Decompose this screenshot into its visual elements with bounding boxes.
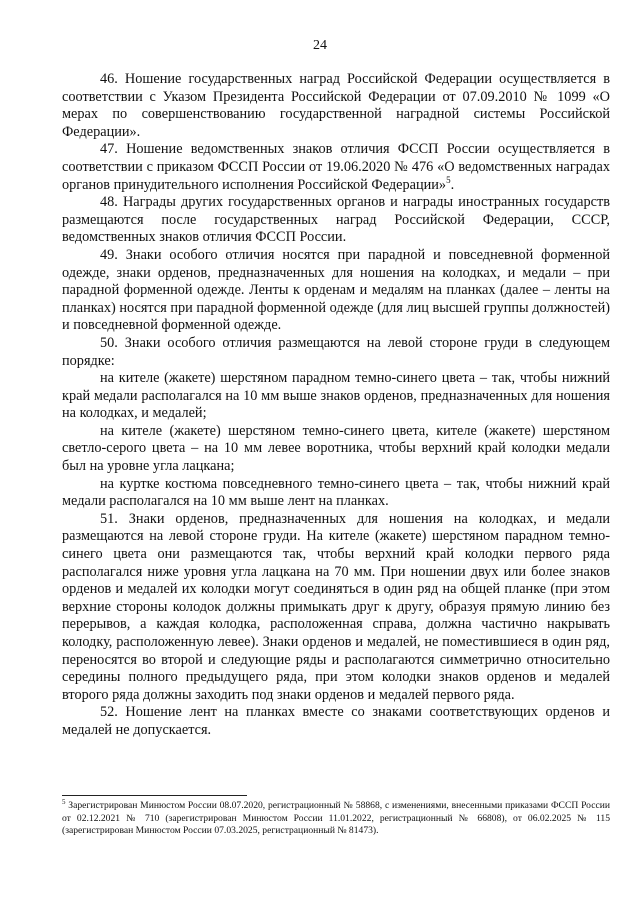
paragraph-48: 48. Награды других государственных органов и награды иностранных государств размещаются после государственных наград Российской Федерации, СССР, ведомственных знаков отличия ФССП России. bbox=[62, 194, 610, 246]
paragraph-49: 49. Знаки особого отличия носятся при парадной и повседневной форменной одежде, знаки орденов, предназначенных для ношения на колодках, и медали – при парадной форменной одежде. Ленты к орденам и медалям на планках (далее – ленты на планках) носятся при парадной форменной одежде (для лиц высшей группы должностей) и повседневной форменной одежде. bbox=[62, 246, 610, 334]
paragraph-52: 52. Ношение лент на планках вместе со знаками соответствующих орденов и медалей не допускается. bbox=[62, 704, 610, 738]
paragraph-47-text: 47. Ношение ведомственных знаков отличия ФССП России осуществляется в соответствии с приказом ФССП России от 19.06.2020 № 476 «О ведомственных наградах органов принудительного исполнения Российской Федерации» bbox=[62, 141, 610, 193]
paragraph-47 bbox=[62, 141, 610, 194]
footnote-text: Зарегистрирован Минюстом России 08.07.2020, регистрационный № 58868, с изменениями, внесенными приказами ФССП России от 02.12.2021 № 710 (зарегистрирован Минюстом России 11.01.2022, регистрационный № 66808), от 06.02.2025 № 115 (зарегистрирован Минюстом России 07.03.2025, регистрационный № 81473). bbox=[62, 800, 610, 837]
document-body bbox=[62, 71, 610, 740]
paragraph-50-item-2: на кителе (жакете) шерстяном темно-синего цвета, кителе (жакете) шерстяном светло-серого цвета – на 10 мм левее воротника, чтобы верхний край колодки медали был на уровне угла лацкана; bbox=[62, 422, 610, 475]
page-number: 24 bbox=[313, 38, 327, 53]
paragraph-46: 46. Ношение государственных наград Российской Федерации осуществляется в соответствии с Указом Президента Российской Федерации от 07.09.2010 № 1099 «О мерах по совершенствованию государственной наградной системы Российской Федерации». bbox=[62, 71, 610, 140]
paragraph-51: 51. Знаки орденов, предназначенных для ношения на колодках, и медали размещаются на левой стороне груди. На кителе (жакете) шерстяном парадном темно-синего цвета они размещаются так, чтобы верхний край колодки первого ряда располагался ниже уровня угла лацкана на 70 мм. При ношении двух или более знаков орденов и медалей их колодки могут соединяться в один ряд на общей планке (при этом верхние стороны колодок должны примыкать друг к другу, образуя прямую линию без перерывов, а каждая колодка, расположенная справа, должна частично накрывать колодку, расположенную левее). Знаки орденов и медалей, не поместившиеся в один ряд, переносятся во второй и следующие ряды и располагаются симметрично относительно середины полного предыдущего ряда, при этом колодки знаков орденов и медалей второго ряда должны заходить под знаки орденов и медалей первого ряда. bbox=[62, 510, 610, 703]
footnote-reference[interactable]: 5 bbox=[446, 174, 451, 185]
footnote-reference-trail: . bbox=[450, 176, 455, 193]
paragraph-50-item-3: на куртке костюма повседневного темно-синего цвета – так, чтобы нижний край медали располагался на 10 мм выше лент на планках. bbox=[62, 475, 610, 510]
footnote bbox=[62, 797, 610, 838]
footnote-mark: 5 bbox=[62, 797, 66, 806]
footnote-divider bbox=[62, 795, 247, 796]
paragraph-50: 50. Знаки особого отличия размещаются на левой стороне груди в следующем порядке: bbox=[62, 334, 610, 369]
paragraph-50-item-1: на кителе (жакете) шерстяном парадном темно-синего цвета – так, чтобы нижний край медали располагался на 10 мм выше знаков орденов, предназначенных для ношения на колодках, и медалей; bbox=[62, 370, 610, 422]
